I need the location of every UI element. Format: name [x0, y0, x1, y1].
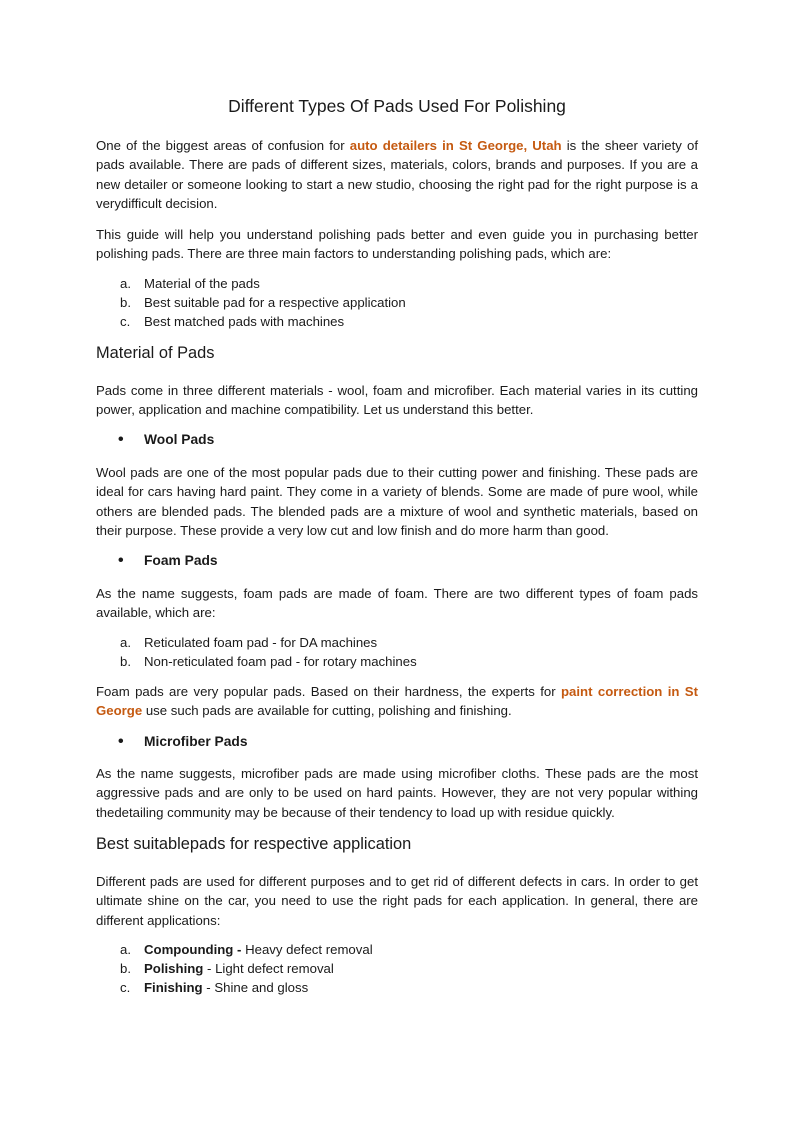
- foam-bullet: [118, 553, 218, 568]
- foam-after-end: use such pads are available for cutting, polishing and finishing.: [142, 703, 512, 719]
- list-item: [120, 940, 373, 959]
- list-item: [120, 978, 308, 997]
- wool-bullet: [118, 432, 214, 447]
- foam-after-paragraph: [96, 682, 698, 721]
- list-text: Reticulated foam pad - for DA machines: [144, 635, 378, 650]
- guide-paragraph: This guide will help you understand polishing pads better and even guide you in purchasing better polishing pads. There are three main factors to understanding polishing pads, which are:: [96, 227, 698, 262]
- bullet-icon: •: [118, 733, 124, 750]
- list-text: Best suitable pad for a respective application: [144, 295, 406, 310]
- microfiber-paragraph: As the name suggests, microfiber pads are made using microfiber cloths. These pads are the most aggressive pads and are only to be used on hard paints. However, they are not very popular withing thedetailing community may be because of their tendency to load up with residue quickly.: [96, 766, 698, 820]
- microfiber-heading: Microfiber Pads: [144, 734, 248, 749]
- auto-detailers-link[interactable]: auto detailers in St George, Utah: [349, 138, 562, 153]
- list-marker: b.: [120, 654, 131, 669]
- list-item: [120, 312, 344, 331]
- wool-heading: Wool Pads: [144, 432, 215, 447]
- bullet-icon: •: [118, 431, 124, 448]
- list-marker: c.: [120, 980, 131, 995]
- list-term: Compounding -: [144, 942, 242, 957]
- list-item: [120, 652, 417, 671]
- list-text: Non-reticulated foam pad - for rotary machines: [144, 654, 417, 669]
- material-heading: Material of Pads: [96, 344, 215, 362]
- application-intro: Different pads are used for different purposes and to get rid of different defects in cars. In order to get ultimate shine on the car, you need to use the right pads for each application. In general, there are different applications:: [96, 874, 698, 928]
- list-text: - Shine and gloss: [202, 980, 309, 995]
- intro-text-start: One of the biggest areas of confusion for: [96, 138, 350, 153]
- list-marker: c.: [120, 314, 131, 329]
- list-item: [120, 633, 377, 652]
- list-text: Best matched pads with machines: [144, 314, 345, 329]
- foam-after-start: Foam pads are very popular pads. Based on their hardness, the experts for: [96, 684, 561, 699]
- intro-paragraph: [96, 136, 698, 213]
- page-title: Different Types Of Pads Used For Polishing: [228, 96, 566, 116]
- paint-correction-link[interactable]: paint correction in St George: [96, 684, 698, 719]
- wool-paragraph: Wool pads are one of the most popular pads due to their cutting power and finishing. These pads are ideal for cars having hard paint. They come in a variety of blends. Some are made of pure wool, while others are blended pads. The blended pads are a mixture of wool and synthetic materials, based on their purpose. These provide a very low cut and low finish and do more harm than good.: [96, 465, 698, 538]
- list-marker: a.: [120, 635, 131, 650]
- list-marker: b.: [120, 295, 131, 310]
- application-heading: Best suitablepads for respective application: [96, 835, 412, 853]
- list-marker: b.: [120, 961, 131, 976]
- list-item: [120, 959, 334, 978]
- microfiber-bullet: [118, 734, 248, 749]
- bullet-icon: •: [118, 552, 124, 569]
- list-text: - Light defect removal: [203, 961, 334, 976]
- foam-paragraph: As the name suggests, foam pads are made of foam. There are two different types of foam pads available, which are:: [96, 586, 698, 621]
- list-term: Polishing: [144, 961, 204, 976]
- list-item: [120, 274, 260, 293]
- list-text: Heavy defect removal: [241, 942, 373, 957]
- list-term: Finishing: [144, 980, 203, 995]
- list-marker: a.: [120, 276, 131, 291]
- list-marker: a.: [120, 942, 131, 957]
- material-intro: Pads come in three different materials - wool, foam and microfiber. Each material varies in its cutting power, application and machine compatibility. Let us understand this better.: [96, 383, 698, 418]
- list-item: [120, 293, 406, 312]
- foam-heading: Foam Pads: [144, 553, 218, 568]
- list-text: Material of the pads: [144, 276, 260, 291]
- intro-text-end: is the sheer variety of pads available. There are pads of different sizes, materials, colors, brands and purposes. If you are a new detailer or someone looking to start a new studio, choosing the right pad for the right purpose is a verydifficult decision.: [96, 138, 698, 211]
